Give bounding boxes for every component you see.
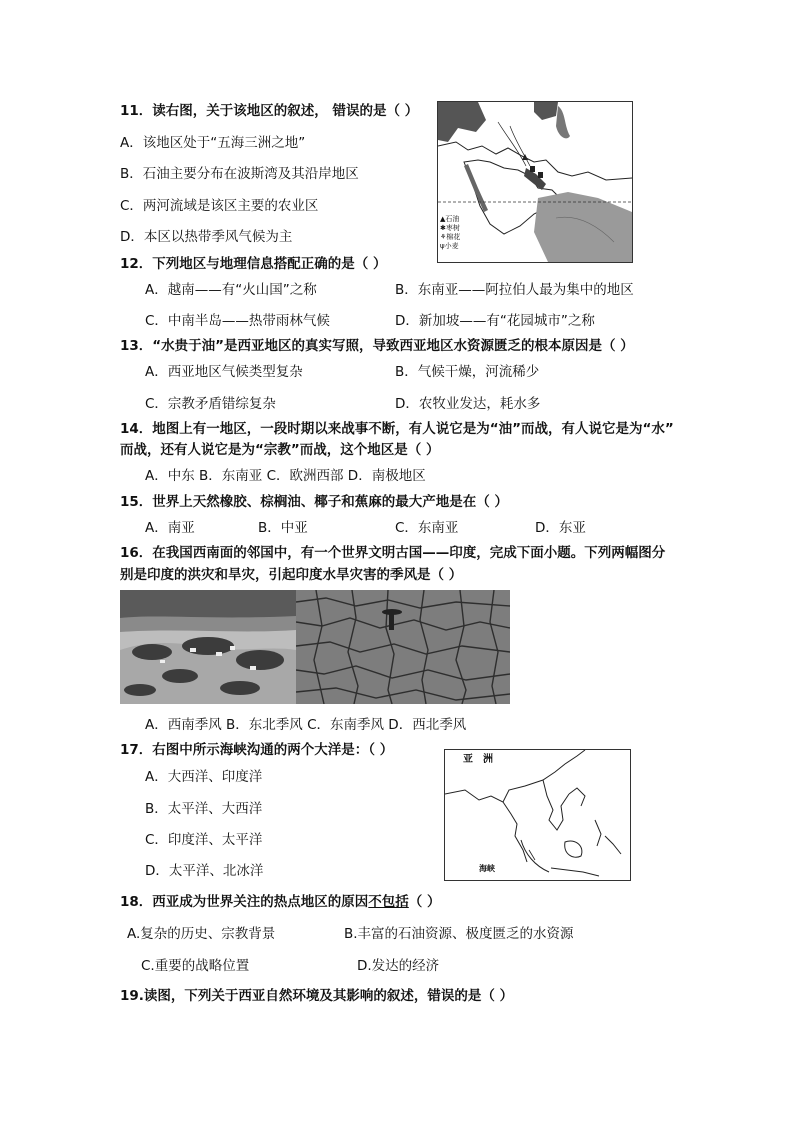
q14-options[interactable]: A．中东 B．东南亚 C．欧洲西部 D．南极地区 — [145, 468, 426, 484]
q11-option-c[interactable]: C．两河流域是该区主要的农业区 — [120, 198, 319, 214]
q13-option-a[interactable]: A．西亚地区气候类型复杂 — [145, 364, 303, 380]
wheat-icon: ψ — [440, 242, 445, 250]
q17-stem: 17．右图中所示海峡沟通的两个大洋是：（ ） — [120, 742, 394, 758]
q11-option-d[interactable]: D．本区以热带季风气候为主 — [120, 229, 293, 245]
q11-stem: 11．读右图，关于该地区的叙述， 错误的是（ ） — [120, 103, 419, 119]
asia-label: 亚 洲 — [463, 754, 493, 765]
q13-option-d[interactable]: D．农牧业发达，耗水多 — [395, 396, 541, 412]
q15-option-a[interactable]: A．南亚 — [145, 520, 195, 536]
q18-emphasis: 不包括 — [368, 894, 409, 910]
q17-option-a[interactable]: A．大西洋、印度洋 — [145, 769, 263, 785]
legend-cotton: ⚘棉花 — [440, 233, 461, 241]
q18-option-c[interactable]: C.重要的战略位置 — [141, 958, 250, 974]
legend-date-palm: ✱枣树 — [440, 224, 460, 232]
q19-stem: 19.读图，下列关于西亚自然环境及其影响的叙述，错误的是（ ） — [120, 988, 514, 1004]
q16-options[interactable]: A．西南季风 B．东北季风 C．东南季风 D．西北季风 — [145, 717, 467, 733]
q18-option-a[interactable]: A.复杂的历史、宗教背景 — [127, 926, 276, 942]
q12-option-b[interactable]: B．东南亚——阿拉伯人最为集中的地区 — [395, 282, 634, 298]
legend-wheat: ψ小麦 — [440, 242, 459, 250]
q18-option-d[interactable]: D.发达的经济 — [357, 958, 440, 974]
q15-option-d[interactable]: D．东亚 — [535, 520, 586, 536]
southeast-asia-map — [444, 749, 631, 881]
oil-icon: ▲ — [440, 215, 446, 223]
q15-stem: 15．世界上天然橡胶、棕榈油、椰子和蕉麻的最大产地是在（ ） — [120, 494, 508, 510]
q13-option-c[interactable]: C．宗教矛盾错综复杂 — [145, 396, 276, 412]
q12-option-d[interactable]: D．新加坡——有“花园城市”之称 — [395, 313, 595, 329]
q15-option-b[interactable]: B．中亚 — [258, 520, 308, 536]
drought-photo-drawing — [296, 590, 510, 704]
flood-photo — [120, 590, 296, 704]
west-asia-map-drawing — [438, 102, 632, 262]
q18-option-b[interactable]: B.丰富的石油资源、极度匮乏的水资源 — [344, 926, 574, 942]
q11-option-a[interactable]: A．该地区处于“五海三洲之地” — [120, 135, 306, 151]
q17-option-b[interactable]: B．太平洋、大西洋 — [145, 801, 263, 817]
drought-photo — [296, 590, 510, 704]
southeast-asia-map-drawing — [445, 750, 630, 880]
q12-option-a[interactable]: A．越南——有“火山国”之称 — [145, 282, 317, 298]
palm-icon: ✱ — [440, 224, 446, 232]
q13-stem: 13．“水贵于油”是西亚地区的真实写照，导致西亚地区水资源匮乏的根本原因是（ ） — [120, 338, 634, 354]
flood-photo-drawing — [120, 590, 296, 704]
map-legend — [440, 215, 460, 251]
q12-stem: 12．下列地区与地理信息搭配正确的是（ ） — [120, 256, 387, 272]
cotton-icon: ⚘ — [440, 233, 447, 241]
q18-stem: 18．西亚成为世界关注的热点地区的原因不包括（ ） — [120, 894, 441, 910]
west-asia-map — [437, 101, 633, 263]
q11-option-b[interactable]: B．石油主要分布在波斯湾及其沿岸地区 — [120, 166, 359, 182]
q14-stem-line2: 而战，还有人说它是为“宗教”而战，这个地区是（ ） — [120, 442, 440, 458]
q17-option-d[interactable]: D．太平洋、北冰洋 — [145, 863, 264, 879]
q13-option-b[interactable]: B．气候干燥，河流稀少 — [395, 364, 540, 380]
legend-oil: ▲石油 — [440, 215, 460, 223]
q16-stem-line2: 别是印度的洪灾和旱灾，引起印度水旱灾害的季风是（ ） — [120, 567, 463, 583]
q15-option-c[interactable]: C．东南亚 — [395, 520, 459, 536]
strait-label: 海峡 — [479, 864, 495, 873]
q14-stem-line1: 14．地图上有一地区，一段时期以来战事不断，有人说它是为“油”而战，有人说它是为“水” — [120, 421, 674, 437]
q17-option-c[interactable]: C．印度洋、太平洋 — [145, 832, 263, 848]
q16-stem-line1: 16．在我国西南面的邻国中，有一个世界文明古国——印度，完成下面小题。下列两幅图分 — [120, 545, 666, 561]
q12-option-c[interactable]: C．中南半岛——热带雨林气候 — [145, 313, 330, 329]
